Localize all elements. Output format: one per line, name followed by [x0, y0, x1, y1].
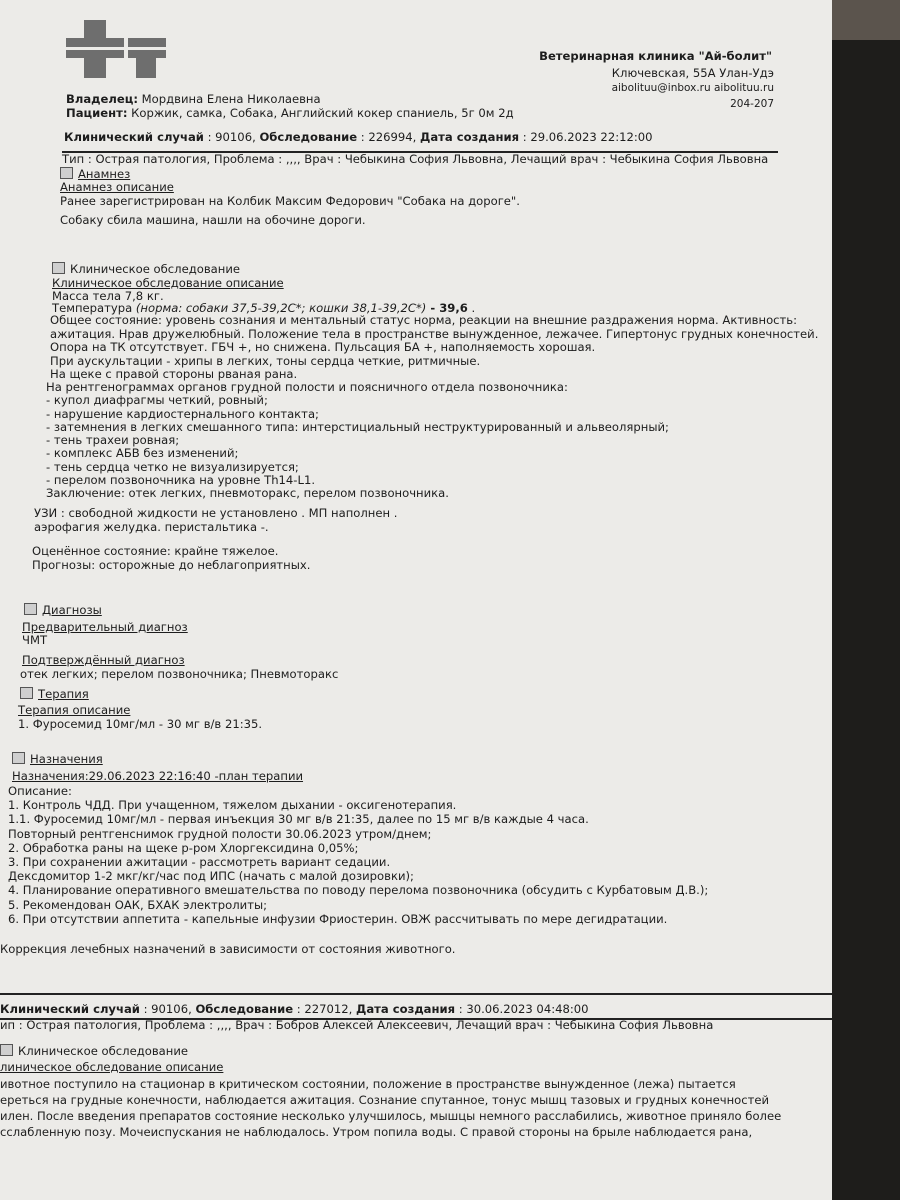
therapy-title: Терапия [38, 687, 89, 701]
exam-sub: Клиническое обследование описание [52, 276, 284, 290]
exam-weight: Масса тела 7,8 кг. [52, 289, 164, 303]
state-line: Оценённое состояние: крайне тяжелое. [32, 544, 279, 558]
therapy-item: 1. Фуросемид 10мг/мл - 30 мг в/в 21:35. [18, 717, 263, 731]
patient-value: Коржик, самка, Собака, Английский кокер спаниель, 5г 0м 2д [131, 106, 514, 120]
diag-pre: ЧМТ [22, 633, 48, 647]
case2-exam-icon [0, 1044, 13, 1056]
appointments-block [8, 784, 708, 926]
case2-exam-line: ивотное поступило на стационар в критическом состоянии, положение в пространстве вынужденное (лежа) пытается [0, 1077, 736, 1091]
appointment-line: 4. Планирование оперативного вмешательства по поводу перелома позвоночника (обсудить с Курбатовым Д.В.); [8, 883, 709, 898]
exam-label: Обследование [259, 130, 358, 144]
exam-general [50, 314, 818, 382]
exam-line: При аускультации - хрипы в легких, тоны сердца четкие, ритмичные. [50, 353, 481, 368]
appointments-title: Назначения [30, 752, 103, 766]
case2-exam-heading [0, 1044, 188, 1059]
xray-line: - тень трахеи ровная; [46, 433, 180, 448]
date-value: : 29.06.2023 22:12:00 [519, 130, 653, 144]
temp-norm: (норма: собаки 37,5-39,2С*; кошки 38,1-39,2С*) [135, 301, 427, 315]
temp-end: . [467, 301, 476, 315]
therapy-sub: Терапия описание [18, 703, 131, 717]
appointment-line: 6. При отсутствии аппетита - капельные инфузии Фриостерин. ОВЖ рассчитывать по мере дегидратации. [8, 911, 668, 926]
state-line: Прогнозы: осторожные до неблагоприятных. [32, 557, 311, 572]
case2-exam-line: илен. После введения препаратов состояние несколько улучшилось, мышцы немного расслабились, животное приняло более [0, 1109, 782, 1123]
date-value: : 30.06.2023 04:48:00 [455, 1002, 589, 1016]
case2-exam-sub: линическое обследование описание [0, 1060, 224, 1074]
exam-number: : 227012, [293, 1002, 357, 1016]
diagnoses-icon [24, 603, 37, 615]
case2-exam-block [0, 1076, 781, 1140]
owner-label: Владелец: [66, 92, 138, 106]
xray-line: - нарушение кардиостернального контакта; [46, 406, 319, 421]
clinic-logo [66, 20, 166, 78]
diag-conf: отек легких; перелом позвоночника; Пневмоторакс [20, 667, 339, 681]
us-line: аэрофагия желудка. перистальтика -. [34, 519, 269, 534]
xray-line: - купол диафрагмы четкий, ровный; [46, 393, 268, 408]
appointments-icon [12, 752, 25, 764]
exam-number: : 226994, [357, 130, 421, 144]
xray-line: - затемнения в легких смешанного типа: интерстициальный неструктурированный и альвеолярный; [46, 419, 669, 434]
xray-line: - тень сердца четко не визуализируется; [46, 459, 299, 474]
diag-conf-label: Подтверждённый диагноз [22, 653, 185, 667]
appointment-line: Описание: [8, 784, 72, 798]
appointment-line: Дексдомитор 1-2 мкг/кг/час под ИПС (начать с малой дозировки); [8, 869, 414, 884]
case1-type: Тип : Острая патология, Проблема : ,,,, Врач : Чебыкина София Львовна, Лечащий врач : Чебыкина София Львовна [62, 152, 769, 166]
date-label: Дата создания [356, 1002, 456, 1016]
anamnesis-text-1: Ранее зарегистрирован на Колбик Максим Федорович "Собака на дороге". [60, 194, 520, 208]
patient-label: Пациент: [66, 106, 128, 120]
clinic-address: Ключевская, 55А Улан-Удэ [611, 66, 774, 80]
therapy-icon [20, 687, 33, 699]
therapy-heading [20, 687, 89, 702]
anamnesis-sub: Анамнез описание [60, 180, 174, 194]
appointments-heading [12, 752, 103, 767]
exam-title: Клиническое обследование [70, 262, 241, 276]
exam-line: На щеке с правой стороны рваная рана. [50, 367, 298, 381]
state-block [32, 545, 310, 572]
case-number: : 90106, [203, 130, 260, 144]
owner-line [66, 93, 321, 107]
patient-line [66, 107, 514, 121]
temp-label: Температура [52, 301, 136, 315]
exam-line: Опора на ТК отсутствует. ГБЧ +, но снижена. Пульсация БА +, наполняемость хорошая. [50, 340, 596, 354]
correction-note: Коррекция лечебных назначений в зависимости от состояния животного. [0, 942, 456, 956]
appointment-line: Повторный рентгенснимок грудной полости 30.06.2023 утром/днем; [8, 826, 432, 841]
us-line: УЗИ : свободной жидкости не установлено . МП наполнен . [34, 506, 398, 520]
diagnoses-heading [24, 603, 102, 618]
owner-value: Мордвина Елена Николаевна [141, 92, 321, 106]
appointment-line: 1. Контроль ЧДД. При учащенном, тяжелом дыхании - оксигенотерапия. [8, 798, 457, 813]
case2-exam-line: сслабленную позу. Мочеиспускания не наблюдалось. Утром попила воды. С правой стороны на брыле наблюдается рана, [0, 1125, 753, 1139]
anamnesis-title: Анамнез [78, 167, 131, 181]
xray-line: Заключение: отек легких, пневмоторакс, перелом позвоночника. [46, 486, 449, 501]
background-right [820, 40, 900, 1200]
appointment-line: 1.1. Фуросемид 10мг/мл - первая инъекция 30 мг в/в 21:35, далее по 15 мг в/в каждые 4 часа. [8, 812, 589, 827]
diagnoses-title: Диагнозы [42, 603, 102, 617]
case2-type: ип : Острая патология, Проблема : ,,,, Врач : Бобров Алексей Алексеевич, Лечащий врач : Чебыкина София Львовна [0, 1018, 714, 1032]
clinic-contacts: aibolituu@inbox.ru aibolituu.ru [611, 82, 774, 94]
xray-block [46, 381, 669, 501]
anamnesis-icon [60, 167, 73, 179]
exam-line: ажитация. Нрав дружелюбный. Положение тела в пространстве вынужденное, лежачее. Гипертонус грудных конечностей. [50, 326, 819, 341]
appointment-line: 3. При сохранении ажитации - рассмотреть вариант седации. [8, 855, 391, 870]
case2-top-divider [0, 993, 832, 995]
anamnesis-text-2: Собаку сбила машина, нашли на обочине дороги. [60, 213, 366, 227]
exam-heading [52, 262, 240, 277]
appointment-line: 5. Рекомендован ОАК, БХАК электролиты; [8, 897, 268, 912]
us-block [34, 507, 397, 534]
xray-line: - комплекс АБВ без изменений; [46, 446, 239, 461]
xray-line: - перелом позвоночника на уровне Th14-L1. [46, 473, 316, 488]
clinic-phone: 204-207 [730, 98, 774, 110]
case2-exam-line: ереться на грудные конечности, наблюдается ажитация. Сознание спутанное, тонус мышц тазовых и грудных конечностей [0, 1093, 770, 1107]
xray-line: На рентгенограммах органов грудной полости и поясничного отдела позвоночника: [46, 380, 568, 394]
exam-icon [52, 262, 65, 274]
clinic-name: Ветеринарная клиника "Ай-болит" [539, 49, 772, 63]
exam-label: Обследование [195, 1002, 294, 1016]
diag-pre-label: Предварительный диагноз [22, 620, 188, 634]
case-label: Клинический случай [0, 1002, 140, 1016]
exam-line: Общее состояние: уровень сознания и ментальный статус норма, реакции на внешние раздражения норма. Активность: [50, 313, 798, 327]
case1-header [64, 131, 653, 145]
date-label: Дата создания [420, 130, 520, 144]
appointments-sub: Назначения:29.06.2023 22:16:40 -план терапии [12, 769, 304, 783]
case2-exam-title: Клиническое обследование [18, 1044, 189, 1058]
case-number: : 90106, [139, 1002, 196, 1016]
case-label: Клинический случай [64, 130, 204, 144]
case2-header [0, 1003, 589, 1017]
appointment-line: 2. Обработка раны на щеке р-ром Хлоргексидина 0,05%; [8, 840, 359, 855]
temp-value: - 39,6 [426, 301, 468, 315]
